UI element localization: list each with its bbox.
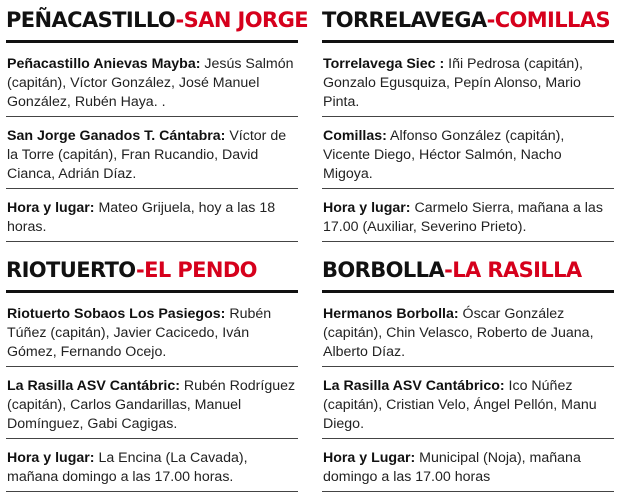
time-and-place	[322, 446, 614, 492]
match-block-penacastillo-san-jorge	[6, 4, 308, 249]
lineup-text: Óscar González (capitán), Chin Velasco, Roberto de Juana, Alberto Díaz.	[323, 306, 594, 360]
home-team-name: BORBOLLA	[322, 258, 445, 282]
away-team-name: COMILLAS	[494, 8, 611, 32]
home-lineup	[322, 302, 614, 367]
match-block-borbolla-la-rasilla	[322, 254, 614, 499]
lineup-label: Hermanos Borbolla:	[323, 306, 459, 322]
away-team-name: SAN JORGE	[183, 8, 308, 32]
away-lineup	[322, 124, 614, 189]
lineup-text: Víctor de la Torre (capitán), Fran Rucandio, David Cianca, Adrián Díaz.	[7, 128, 287, 182]
home-lineup	[6, 302, 298, 367]
lineup-text: Jesús Salmón (capitán), Víctor González, José Manuel González, Rubén Haya. .	[7, 56, 294, 110]
home-lineup	[6, 52, 298, 117]
away-lineup	[322, 374, 614, 439]
lineup-label: San Jorge Ganados T. Cántabra:	[7, 128, 226, 144]
match-title	[6, 254, 298, 293]
time-place-label: Hora y Lugar:	[323, 450, 416, 466]
lineup-text: Alfonso González (capitán), Vicente Diego, Héctor Salmón, Nacho Migoya.	[323, 128, 565, 182]
time-and-place	[6, 446, 298, 492]
match-title	[6, 4, 308, 43]
time-place-text: La Encina (La Cavada), mañana domingo a las 17.00 horas.	[7, 450, 248, 485]
match-block-torrelavega-comillas	[322, 4, 614, 249]
title-separator: -	[175, 8, 184, 32]
lineup-text: Rubén Túñez (capitán), Javier Cacicedo, Iván Gómez, Fernando Ocejo.	[7, 306, 272, 360]
home-team-name: TORRELAVEGA	[322, 8, 487, 32]
time-place-label: Hora y lugar:	[323, 200, 411, 216]
lineup-text: Rubén Rodríguez (capitán), Carlos Gandarillas, Manuel Domínguez, Gabi Cagigas.	[7, 378, 296, 432]
lineup-label: Torrelavega Siec :	[323, 56, 445, 72]
away-lineup	[6, 374, 298, 439]
home-lineup	[322, 52, 614, 117]
home-team-name: RIOTUERTO	[6, 258, 136, 282]
away-lineup	[6, 124, 298, 189]
title-separator: -	[444, 258, 453, 282]
lineup-label: La Rasilla ASV Cantábric:	[7, 378, 180, 394]
lineup-label: La Rasilla ASV Cantábrico:	[323, 378, 505, 394]
match-block-riotuerto-el-pendo	[6, 254, 298, 499]
away-team-name: EL PENDO	[144, 258, 257, 282]
lineup-text: Iñi Pedrosa (capitán), Gonzalo Egusquiza, Pepín Alonso, Mario Pinta.	[323, 56, 583, 110]
lineup-label: Comillas:	[323, 128, 387, 144]
lineup-label: Peñacastillo Anievas Mayba:	[7, 56, 201, 72]
match-title	[322, 4, 614, 43]
title-separator: -	[486, 8, 495, 32]
time-place-text: Municipal (Noja), mañana domingo a las 17.00 horas	[323, 450, 581, 485]
time-place-label: Hora y lugar:	[7, 200, 95, 216]
time-place-text: Carmelo Sierra, mañana a las 17.00 (Auxiliar, Severino Prieto).	[323, 200, 603, 235]
time-and-place	[322, 196, 614, 242]
lineup-label: Riotuerto Sobaos Los Pasiegos:	[7, 306, 226, 322]
title-separator: -	[135, 258, 145, 282]
lineup-text: Ico Núñez (capitán), Cristian Velo, Ángel Pellón, Manu Diego.	[323, 378, 597, 432]
time-place-text: Mateo Grijuela, hoy a las 18 horas.	[7, 200, 276, 235]
away-team-name: LA RASILLA	[452, 258, 582, 282]
match-title	[322, 254, 614, 293]
time-place-label: Hora y lugar:	[7, 450, 95, 466]
home-team-name: PEÑACASTILLO	[6, 8, 176, 32]
time-and-place	[6, 196, 298, 242]
